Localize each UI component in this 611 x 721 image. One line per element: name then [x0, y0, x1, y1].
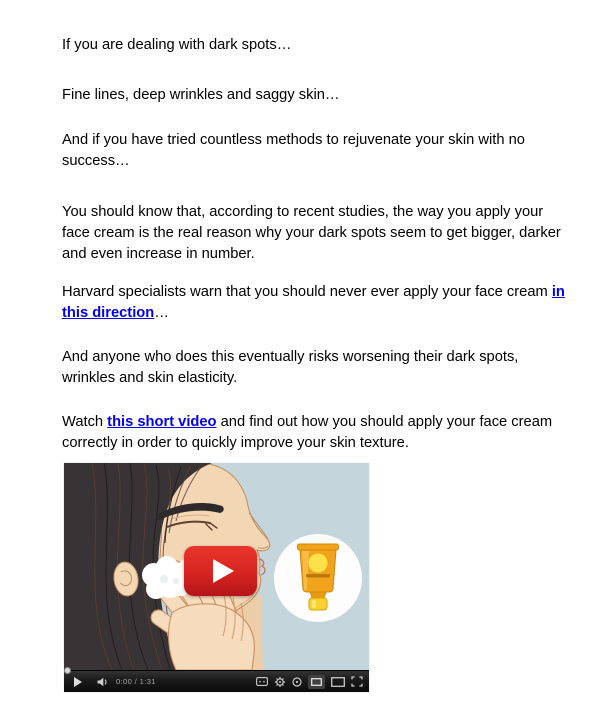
paragraph-worsening-risk: And anyone who does this eventually risks worsening their dark spots, wrinkles and skin elasticity. [62, 349, 519, 386]
in-this-direction-link[interactable]: in this direction [62, 284, 565, 321]
email-body [62, 35, 574, 692]
settings-icon[interactable] [274, 676, 286, 688]
small-player-icon [311, 678, 322, 686]
volume-icon[interactable] [97, 677, 109, 687]
time-display: 0:00 / 1:31 [116, 677, 156, 686]
right-controls [256, 675, 363, 689]
paragraph-countless-methods: And if you have tried countless methods to rejuvenate your skin with no success… [62, 132, 525, 169]
video-player[interactable] [64, 463, 369, 692]
paragraph-dark-spots: If you are dealing with dark spots… [62, 37, 292, 53]
play-button-overlay[interactable] [184, 546, 257, 596]
paragraph-harvard-warning [62, 282, 574, 324]
play-icon[interactable] [74, 677, 82, 687]
play-icon [213, 559, 234, 583]
text-after-link: … [154, 305, 169, 321]
text-after-link: and find out how you should apply your face cream correctly in order to quickly improve your skin texture. [62, 414, 553, 451]
large-player-icon[interactable] [331, 677, 345, 687]
video-controls-bar [64, 670, 369, 692]
this-short-video-link[interactable]: this short video [107, 414, 217, 430]
video-thumbnail[interactable] [64, 463, 369, 670]
captions-icon[interactable] [256, 677, 268, 686]
fullscreen-icon[interactable] [351, 676, 363, 687]
small-player-button[interactable] [308, 675, 325, 689]
annotations-icon[interactable] [292, 677, 302, 687]
text-before-link: Harvard specialists warn that you should never ever apply your face cream [62, 284, 552, 300]
paragraph-watch-video [62, 412, 574, 454]
paragraph-fine-lines: Fine lines, deep wrinkles and saggy skin… [62, 87, 340, 103]
scrubber-handle[interactable] [64, 667, 71, 674]
text-before-link: Watch [62, 414, 108, 430]
paragraph-recent-studies: You should know that, according to recent studies, the way you apply your face cream is the real reason why your dark spots seem to get bigger, darker and even increase in number. [62, 204, 561, 262]
